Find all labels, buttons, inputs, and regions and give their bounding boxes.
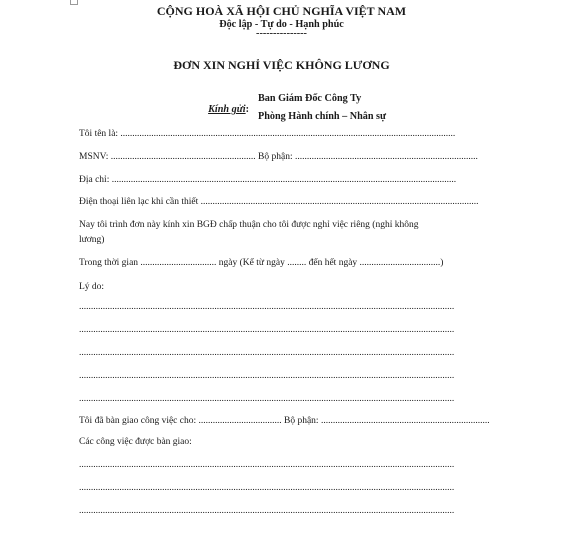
handover-field: Tôi đã bàn giao công việc cho: ................................... Bộ phận: ....................................................................... [79,416,490,426]
reason-line: .............................................................................................................................................................. [79,348,455,358]
document-title: ĐƠN XIN NGHỈ VIỆC KHÔNG LƯƠNG [173,58,390,72]
tasks-label: Các công việc được bàn giao: [79,437,192,447]
msnv-field: MSNV: ............................................................. Bộ phận: ............................................................................. [79,152,478,162]
to-label: Kính gửi [208,104,246,115]
task-line: .............................................................................................................................................................. [79,483,455,493]
request-line-2: lương) [79,235,105,245]
reason-line: .............................................................................................................................................................. [79,325,455,335]
reason-line: .............................................................................................................................................................. [79,302,455,312]
recipient-1: Ban Giám Đốc Công Ty [258,93,362,104]
address-field: Địa chỉ: ................................................................................................................................................. [79,175,457,185]
recipient-2: Phòng Hành chính – Nhân sự [258,111,387,122]
motto: Độc lập - Tự do - Hạnh phúc [219,19,344,30]
phone-field: Điện thoại liên lạc khi cần thiết ..................................................................................................................... [79,197,479,207]
task-line: .............................................................................................................................................................. [79,506,455,516]
divider: --------------- [256,28,307,39]
request-line-1: Nay tôi trình đơn này kính xin BGĐ chấp thuận cho tôi được nghỉ việc riêng (nghỉ không [79,220,419,230]
name-field: Tôi tên là: ............................................................................................................................................. [79,129,456,139]
reason-line: .............................................................................................................................................................. [79,394,455,404]
reason-label: Lý do: [79,282,105,292]
reason-line: .............................................................................................................................................................. [79,371,455,381]
national-title: CỘNG HOÀ XÃ HỘI CHỦ NGHĨA VIỆT NAM [156,4,407,18]
task-line: .............................................................................................................................................................. [79,460,455,470]
recipient-block [203,93,249,115]
to-colon: : [245,104,250,115]
duration-field: Trong thời gian ................................ ngày (Kể từ ngày ........ đến hết ngày ..................................) [79,258,444,268]
